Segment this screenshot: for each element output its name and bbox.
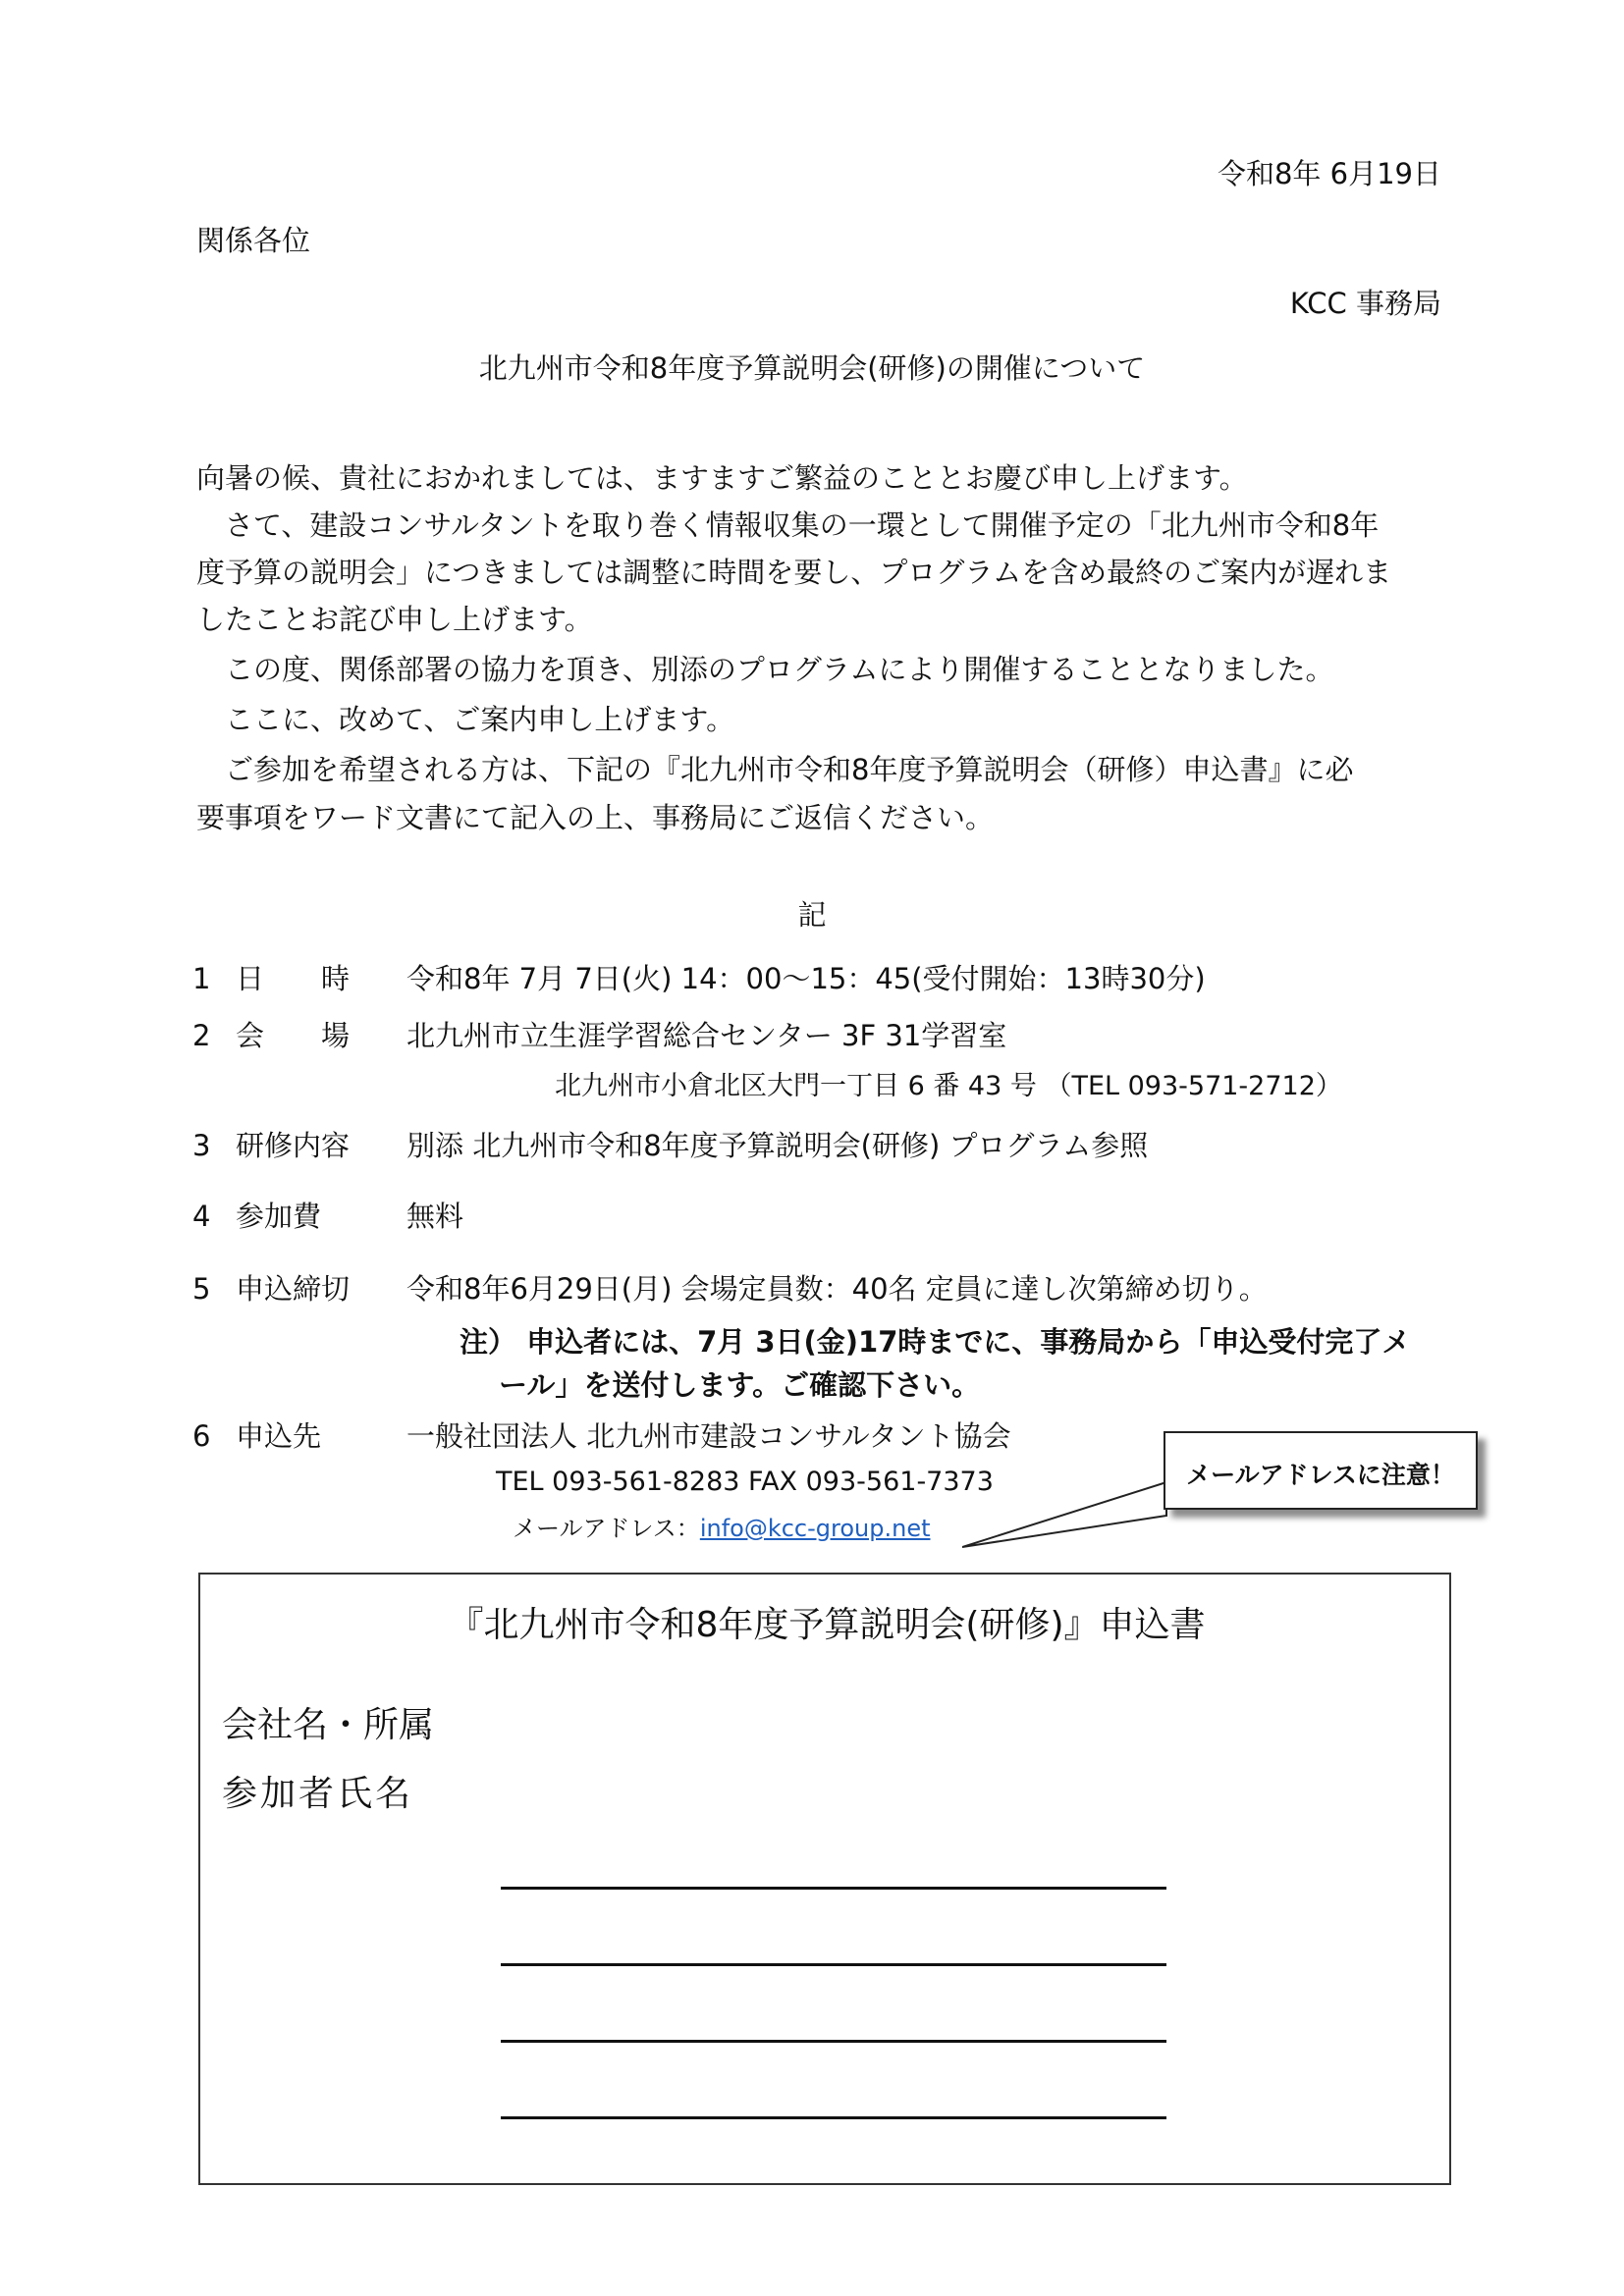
signature-line[interactable] bbox=[501, 2116, 1166, 2119]
body-line: 要事項をワード文書にて記入の上、事務局にご返信ください。 bbox=[196, 801, 995, 834]
sender: KCC 事務局 bbox=[1289, 287, 1441, 320]
item-label: 申込締切 bbox=[236, 1272, 351, 1306]
item-number: 6 bbox=[192, 1419, 211, 1453]
item-value: 無料 bbox=[406, 1200, 464, 1233]
note-line: ール」を送付します。ご確認下さい。 bbox=[499, 1368, 981, 1402]
form-title: 『北九州市令和8年度予算説明会(研修)』申込書 bbox=[448, 1605, 1206, 1645]
company-label: 会社名・所属 bbox=[222, 1705, 435, 1745]
body-line: この度、関係部署の協力を頂き、別添のプログラムにより開催することとなりました。 bbox=[196, 653, 1334, 686]
item-number: 3 bbox=[192, 1129, 211, 1162]
note-line: 注） 申込者には、7月 3日(金)17時までに、事務局から「申込受付完了メ bbox=[460, 1325, 1411, 1359]
body-line: 度予算の説明会」につきましては調整に時間を要し、プログラムを含め最終のご案内が遅れま bbox=[196, 556, 1392, 589]
item-number: 4 bbox=[192, 1200, 211, 1233]
body-line: したことお詫び申し上げます。 bbox=[196, 603, 593, 636]
callout-box bbox=[1164, 1431, 1478, 1510]
callout-text: メールアドレスに注意！ bbox=[1186, 1461, 1455, 1489]
item-label: 日 時 bbox=[236, 962, 351, 995]
signature-line[interactable] bbox=[501, 2040, 1166, 2043]
application-form bbox=[198, 1573, 1451, 2185]
item-label: 参加費 bbox=[236, 1200, 322, 1233]
contact-tel-fax: TEL 093-561-8283 FAX 093-561-7373 bbox=[496, 1467, 994, 1497]
body-line: ここに、改めて、ご案内申し上げます。 bbox=[196, 703, 735, 736]
document-date: 令和8年 6月19日 bbox=[1217, 157, 1441, 190]
item-number: 5 bbox=[192, 1272, 211, 1306]
venue-address: 北九州市小倉北区大門一丁目 6 番 43 号 （TEL 093-571-2712） bbox=[555, 1071, 1342, 1101]
body-line: ご参加を希望される方は、下記の『北九州市令和8年度予算説明会（研修）申込書』に必 bbox=[196, 753, 1354, 786]
email-label: メールアドレス： bbox=[513, 1515, 700, 1542]
item-value: 別添 北九州市令和8年度予算説明会(研修) プログラム参照 bbox=[406, 1129, 1149, 1162]
email-row bbox=[513, 1514, 931, 1543]
item-label: 会 場 bbox=[236, 1019, 351, 1052]
item-value: 北九州市立生涯学習総合センター 3F 31学習室 bbox=[406, 1019, 1007, 1052]
item-value: 令和8年 7月 7日(火) 14：00～15：45(受付開始：13時30分) bbox=[406, 962, 1206, 995]
item-number: 2 bbox=[192, 1019, 211, 1052]
body-line: 向暑の候、貴社におかれましては、ますますご繁益のこととお慶び申し上げます。 bbox=[196, 461, 1248, 495]
participant-label: 参加者氏名 bbox=[222, 1774, 414, 1814]
callout-pointer bbox=[962, 1472, 1178, 1571]
signature-line[interactable] bbox=[501, 1887, 1166, 1890]
email-link[interactable]: info@kcc-group.net bbox=[699, 1515, 931, 1542]
signature-line[interactable] bbox=[501, 1963, 1166, 1966]
item-label: 研修内容 bbox=[236, 1129, 351, 1162]
item-number: 1 bbox=[192, 962, 211, 995]
item-label: 申込先 bbox=[236, 1419, 322, 1453]
document-title: 北九州市令和8年度予算説明会(研修)の開催について bbox=[478, 351, 1146, 385]
item-value: 令和8年6月29日(月) 会場定員数：40名 定員に達し次第締め切り。 bbox=[406, 1272, 1268, 1306]
item-value: 一般社団法人 北九州市建設コンサルタント協会 bbox=[406, 1419, 1011, 1453]
ki-heading: 記 bbox=[797, 898, 827, 932]
addressee: 関係各位 bbox=[196, 224, 311, 257]
body-line: さて、建設コンサルタントを取り巻く情報収集の一環として開催予定の「北九州市令和8年 bbox=[196, 508, 1380, 542]
